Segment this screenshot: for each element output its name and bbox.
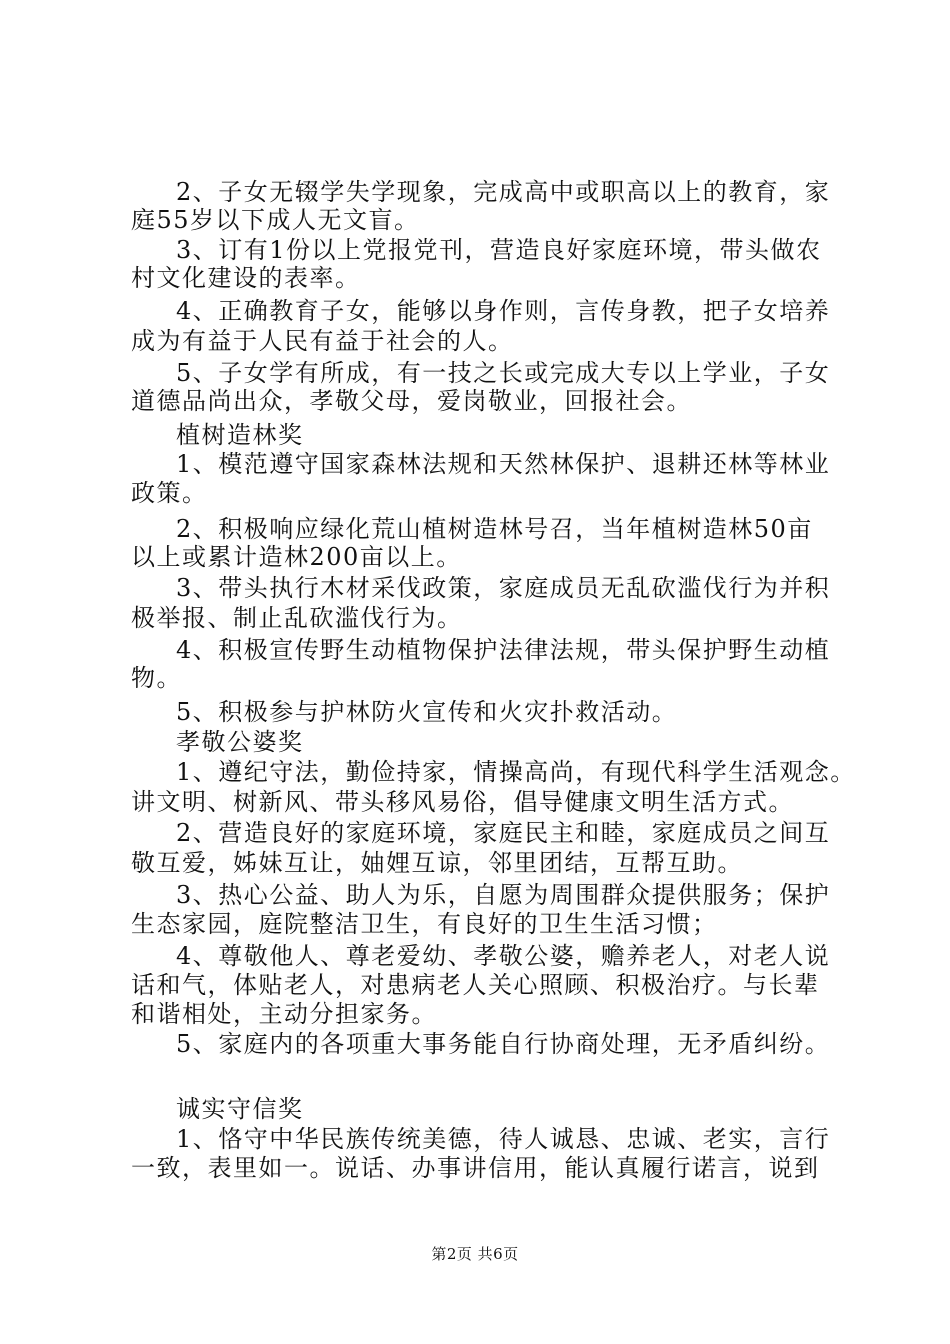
- text-line: 2、积极响应绿化荒山植树造林号召，当年植树造林50亩: [176, 515, 813, 543]
- section-heading: 植树造林奖: [176, 421, 304, 449]
- text-line: 5、家庭内的各项重大事务能自行协商处理，无矛盾纠纷。: [176, 1030, 831, 1058]
- text-line: 政策。: [131, 479, 208, 507]
- text-line: 和谐相处，主动分担家务。: [131, 1000, 437, 1028]
- text-line: 1、遵纪守法，勤俭持家，情操高尚，有现代科学生活观念。: [176, 758, 856, 786]
- text-line: 5、积极参与护林防火宣传和火灾扑救活动。: [176, 698, 678, 726]
- text-line: 生态家园，庭院整洁卫生，有良好的卫生生活习惯；: [131, 910, 718, 938]
- page-footer: 第2页 共6页: [431, 1245, 519, 1263]
- text-line: 极举报、制止乱砍滥伐行为。: [131, 604, 463, 632]
- text-line: 以上或累计造林200亩以上。: [131, 543, 462, 571]
- text-line: 3、热心公益、助人为乐，自愿为周围群众提供服务；保护: [176, 881, 831, 909]
- text-line: 4、尊敬他人、尊老爱幼、孝敬公婆，赡养老人，对老人说: [176, 942, 831, 970]
- text-line: 1、恪守中华民族传统美德，待人诚恳、忠诚、老实，言行: [176, 1125, 831, 1153]
- text-line: 讲文明、树新风、带头移风易俗，倡导健康文明生活方式。: [131, 788, 794, 816]
- text-line: 4、积极宣传野生动植物保护法律法规，带头保护野生动植: [176, 636, 831, 664]
- text-line: 物。: [131, 664, 182, 692]
- text-line: 3、带头执行木材采伐政策，家庭成员无乱砍滥伐行为并积: [176, 574, 831, 602]
- text-line: 2、营造良好的家庭环境，家庭民主和睦，家庭成员之间互: [176, 819, 831, 847]
- text-line: 敬互爱，姊妹互让，妯娌互谅，邻里团结，互帮互助。: [131, 849, 743, 877]
- text-line: 1、模范遵守国家森林法规和天然林保护、退耕还林等林业: [176, 450, 831, 478]
- text-line: 2、子女无辍学失学现象，完成高中或职高以上的教育，家: [176, 178, 831, 206]
- text-line: 村文化建设的表率。: [131, 264, 361, 292]
- text-line: 3、订有1份以上党报党刊，营造良好家庭环境，带头做农: [176, 236, 822, 264]
- text-line: 话和气，体贴老人，对患病老人关心照顾、积极治疗。与长辈: [131, 971, 820, 999]
- section-heading: 诚实守信奖: [176, 1095, 304, 1123]
- text-line: 庭55岁以下成人无文盲。: [131, 206, 420, 234]
- text-line: 5、子女学有所成，有一技之长或完成大专以上学业，子女: [176, 359, 831, 387]
- text-line: 成为有益于人民有益于社会的人。: [131, 327, 514, 355]
- text-line: 一致，表里如一。说话、办事讲信用，能认真履行诺言，说到: [131, 1154, 820, 1182]
- section-heading: 孝敬公婆奖: [176, 728, 304, 756]
- text-line: 道德品尚出众，孝敬父母，爱岗敬业，回报社会。: [131, 387, 692, 415]
- text-line: 4、正确教育子女，能够以身作则，言传身教，把子女培养: [176, 297, 831, 325]
